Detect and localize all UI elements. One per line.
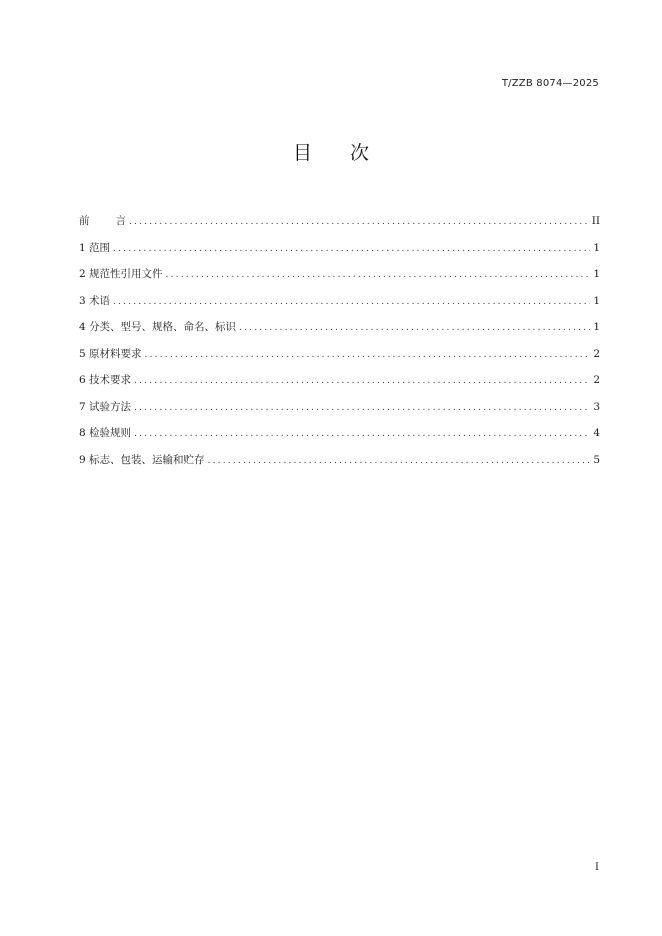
toc-leader-dots: [113, 295, 590, 309]
toc-entry-label: 3 术语: [79, 294, 111, 307]
toc-entry-raw-materials[interactable]: [79, 347, 600, 374]
toc-leader-dots: [113, 242, 590, 256]
toc-leader-dots: [208, 454, 591, 468]
toc-entry-marking-packaging[interactable]: [79, 453, 600, 480]
toc-entry-label: 5 原材料要求: [79, 347, 142, 360]
toc-entry-page: 1: [593, 241, 600, 254]
toc-entry-normative-references[interactable]: [79, 267, 600, 294]
toc-entry-scope[interactable]: [79, 241, 600, 268]
toc-title-char-2: 次: [350, 142, 370, 164]
toc-leader-dots: [134, 374, 590, 388]
toc-entry-label: 8 检验规则: [79, 427, 132, 439]
toc-entry-technical-requirements[interactable]: [79, 373, 600, 400]
toc-entry-page: 3: [593, 400, 600, 413]
toc-entry-page: 1: [593, 321, 600, 333]
toc-entry-inspection-rules[interactable]: [79, 426, 600, 453]
toc-entry-page: II: [591, 215, 600, 227]
toc-entry-foreword[interactable]: [79, 214, 600, 241]
document-code: T/ZZB 8074—2025: [501, 78, 599, 89]
toc-entry-terms[interactable]: [79, 294, 600, 321]
toc-leader-dots: [134, 401, 590, 415]
toc-leader-dots: [145, 348, 591, 362]
toc-leader-dots: [166, 268, 591, 282]
toc-entry-page: 2: [593, 374, 600, 386]
toc-entry-label: 前 言: [79, 215, 126, 227]
toc-entry-page: 4: [593, 427, 600, 439]
toc-entry-label: 9 标志、包装、运输和贮存: [79, 453, 205, 466]
toc-entry-page: 1: [593, 294, 600, 307]
toc-entry-classification[interactable]: [79, 320, 600, 347]
toc-title: [0, 138, 662, 165]
table-of-contents: [79, 214, 600, 479]
toc-leader-dots: [134, 427, 590, 441]
page-number: I: [595, 862, 599, 873]
toc-entry-label: 2 规范性引用文件: [79, 268, 163, 280]
toc-entry-page: 5: [593, 453, 600, 466]
toc-entry-label: 1 范围: [79, 241, 111, 254]
toc-entry-test-methods[interactable]: [79, 400, 600, 427]
toc-entry-label: 6 技术要求: [79, 374, 132, 386]
toc-entry-label: 4 分类、型号、规格、命名、标识: [79, 321, 237, 333]
toc-entry-label: 7 试验方法: [79, 400, 132, 413]
toc-leader-dots: [239, 321, 590, 335]
toc-entry-page: 2: [593, 347, 600, 360]
toc-leader-dots: [129, 215, 589, 229]
toc-entry-page: 1: [593, 268, 600, 280]
toc-title-char-1: 目: [292, 142, 312, 164]
